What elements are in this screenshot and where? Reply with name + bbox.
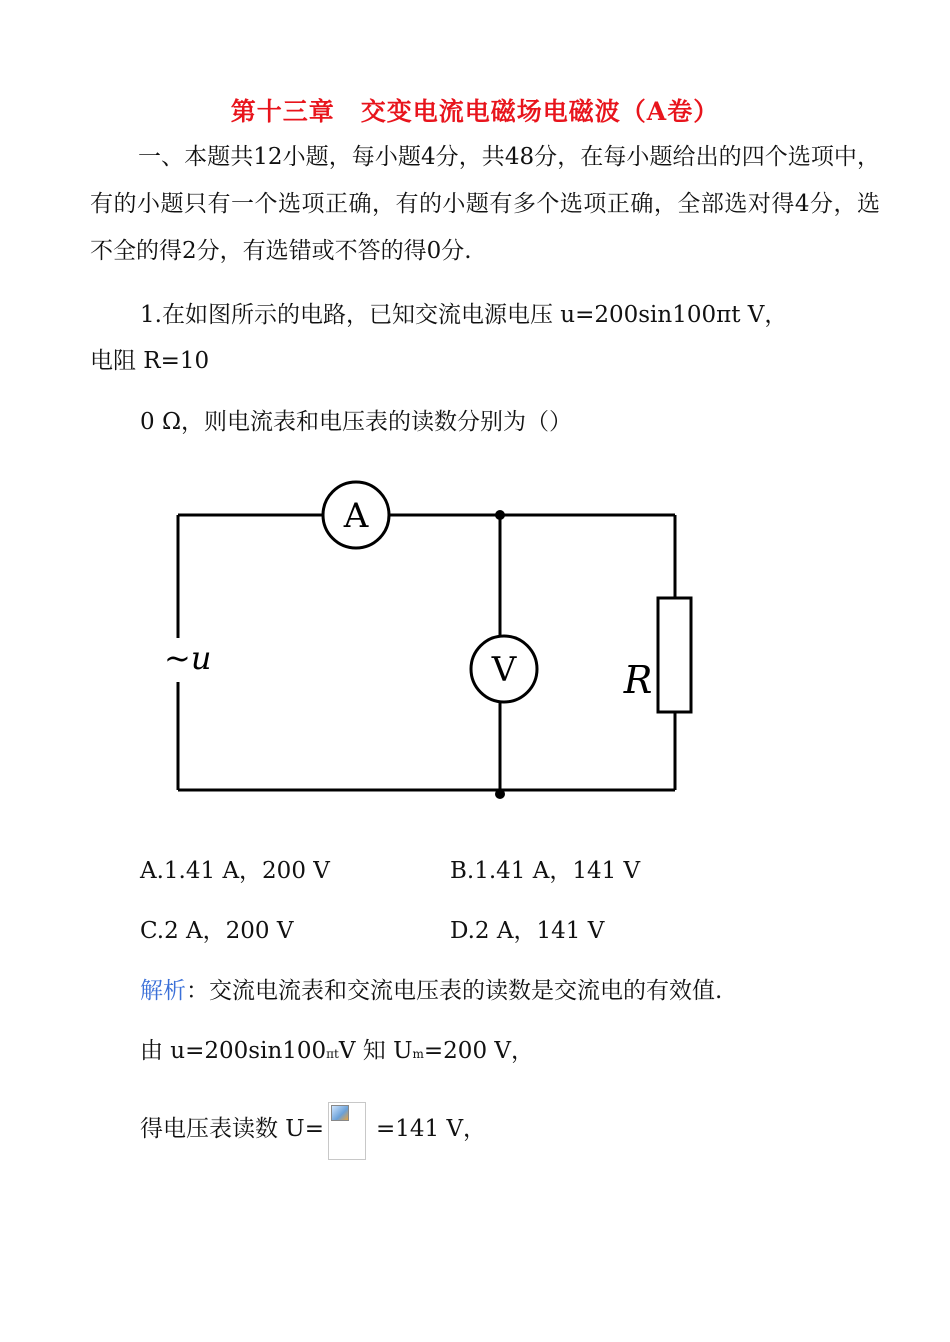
page-title: 第十三章 交变电流电磁场电磁波（A卷） bbox=[230, 97, 720, 126]
source-label: ~u bbox=[164, 639, 212, 677]
analysis-text: ：交流电流表和交流电压表的读数是交流电的有效值. bbox=[186, 978, 723, 1004]
analysis-line2-post: =200 V， bbox=[423, 1038, 534, 1064]
option-d: D.2 A，141 V bbox=[450, 918, 605, 944]
question-line-2: 电阻 R=10 bbox=[90, 348, 210, 374]
broken-image-icon bbox=[328, 1102, 366, 1160]
analysis-line3-pre: 得电压表读数 U= bbox=[140, 1116, 324, 1142]
question-line-1: 1.在如图所示的电路，已知交流电源电压 u=200sin100πt V， bbox=[140, 302, 788, 328]
analysis-line2-pre: 由 u=200sin100 bbox=[140, 1038, 327, 1064]
junction-bottom bbox=[495, 789, 505, 799]
analysis-line2-msub: m bbox=[412, 1047, 424, 1061]
ammeter-label: A bbox=[343, 496, 369, 536]
resistor-symbol bbox=[658, 598, 691, 712]
section-intro: 一、本题共12小题，每小题4分，共48分，在每小题给出的四个选项中，有的小题只有一个选项正确，有的小题有多个选项正确，全部选对得4分，选不全的得2分，有选错或不答的得0分. bbox=[90, 144, 880, 264]
option-a: A.1.41 A，200 V bbox=[140, 858, 330, 884]
analysis-line2-sub: πt bbox=[326, 1047, 339, 1061]
resistor-label: R bbox=[623, 658, 653, 702]
analysis-line-2 bbox=[140, 1032, 534, 1065]
analysis-label: 解析 bbox=[140, 978, 186, 1004]
analysis-line2-mid: V 知 U bbox=[338, 1038, 413, 1064]
circuit-diagram bbox=[150, 480, 710, 820]
voltmeter-label: V bbox=[491, 650, 517, 690]
analysis-line3-post: =141 V， bbox=[375, 1116, 487, 1142]
option-c: C.2 A，200 V bbox=[140, 918, 294, 944]
analysis-line-3 bbox=[140, 1110, 486, 1168]
option-b: B.1.41 A，141 V bbox=[450, 858, 641, 884]
analysis-line-1 bbox=[140, 972, 722, 1005]
question-line-3: 0 Ω，则电流表和电压表的读数分别为（） bbox=[140, 409, 573, 435]
junction-top bbox=[495, 510, 505, 520]
